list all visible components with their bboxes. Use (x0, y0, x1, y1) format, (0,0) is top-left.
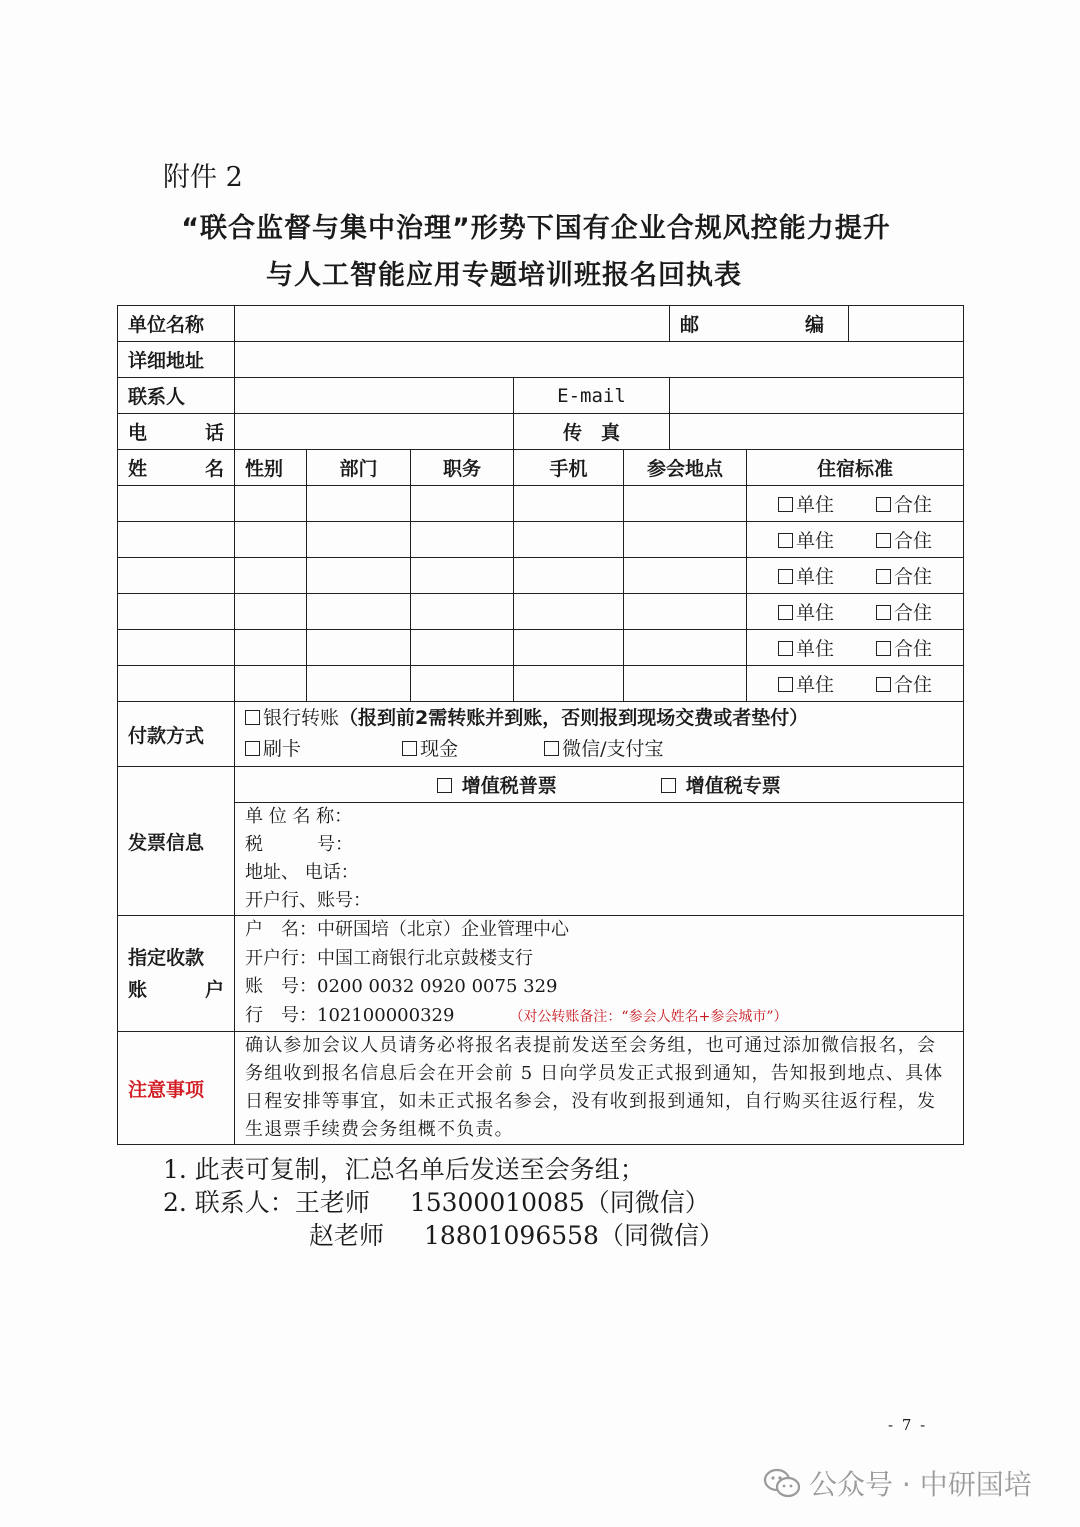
phone-label-a: 电 (128, 422, 148, 444)
special-invoice-label: 增值税专票 (685, 775, 781, 797)
single-room-option[interactable] (778, 634, 834, 661)
fax-label: 传 真 (514, 414, 670, 450)
single-room-label: 单住 (795, 674, 834, 696)
attendee-name-cell[interactable] (118, 522, 235, 558)
attendee-location-cell[interactable] (624, 666, 747, 702)
checkbox-icon[interactable] (876, 677, 891, 692)
attendee-location-cell[interactable] (624, 594, 747, 630)
invoice-address-phone: 地址、 电话： (245, 862, 359, 883)
invoice-type-row (118, 767, 964, 803)
contact-label: 联系人 (118, 378, 235, 414)
checkbox-icon[interactable] (437, 778, 452, 793)
phone-label (118, 414, 235, 450)
header-lodging: 住宿标准 (747, 450, 964, 486)
checkbox-icon[interactable] (245, 710, 260, 725)
page-number: - 7 - (888, 1416, 928, 1434)
shared-room-label: 合住 (893, 494, 932, 516)
checkbox-icon[interactable] (876, 497, 891, 512)
phone-field[interactable] (235, 414, 514, 450)
invoice-fields-row (118, 803, 964, 916)
header-position: 职务 (411, 450, 514, 486)
notice-text: 确认参加会议人员请务必将报名表提前发送至会务组，也可通过添加微信报名，会务组收到报名信息后会在开会前 5 日向学员发正式报到通知，告知报到地点、具体日程安排等事宜，如未正式报名参会，没有收到报到通知，自行购买往返行程，发生退票手续费会务组概不负责。 (235, 1032, 964, 1145)
attendee-mobile-cell[interactable] (514, 558, 624, 594)
row-contact (118, 378, 964, 414)
attendee-mobile-cell[interactable] (514, 630, 624, 666)
postcode-label-b: 编 (804, 314, 824, 336)
invoice-unit-name: 单 位 名 称： (245, 806, 353, 827)
attendee-gender-cell[interactable] (235, 558, 307, 594)
shared-room-option[interactable] (876, 490, 932, 517)
contact-teacher-2: 赵老师 (309, 1221, 385, 1250)
attendee-position-cell[interactable] (411, 522, 514, 558)
footer-notes (163, 1153, 724, 1252)
contact-field[interactable] (235, 378, 514, 414)
attendee-row (118, 558, 964, 594)
payment-options (235, 702, 964, 767)
watermark-text: 公众号 · 中研国培 (809, 1468, 1032, 1501)
bank-transfer-label: 银行转账 (263, 707, 340, 729)
receiving-account-row (118, 916, 964, 1032)
shared-room-option[interactable] (876, 634, 932, 661)
notice-row (118, 1032, 964, 1145)
payment-label: 付款方式 (118, 702, 235, 767)
single-room-label: 单住 (795, 602, 834, 624)
checkbox-icon[interactable] (778, 605, 793, 620)
attendee-position-cell[interactable] (411, 558, 514, 594)
attendee-location-cell[interactable] (624, 630, 747, 666)
checkbox-icon[interactable] (876, 569, 891, 584)
checkbox-icon[interactable] (778, 569, 793, 584)
shared-room-label: 合住 (893, 602, 932, 624)
header-name-a: 姓 (128, 458, 148, 480)
form-title-line1: “联合监督与集中治理”形势下国有企业合规风控能力提升 (181, 213, 891, 244)
checkbox-icon[interactable] (778, 677, 793, 692)
attendee-gender-cell[interactable] (235, 594, 307, 630)
contact-phone-2: 18801096558（同微信） (424, 1221, 724, 1250)
attendee-mobile-cell[interactable] (514, 666, 624, 702)
attendee-department-cell[interactable] (307, 558, 411, 594)
invoice-fields[interactable] (235, 803, 964, 916)
attendee-gender-cell[interactable] (235, 630, 307, 666)
cash-label: 现金 (420, 738, 459, 760)
unit-name-field[interactable] (235, 306, 670, 342)
notice-label: 注意事项 (118, 1032, 235, 1145)
row-phone (118, 414, 964, 450)
attendee-name-cell[interactable] (118, 594, 235, 630)
row-unit-name (118, 306, 964, 342)
receiving-account-details (235, 916, 964, 1032)
lodging-cell (747, 486, 964, 522)
shared-room-label: 合住 (893, 566, 932, 588)
special-invoice-option[interactable] (661, 771, 781, 798)
header-name-b: 名 (204, 458, 224, 480)
attendee-location-cell[interactable] (624, 486, 747, 522)
single-room-option[interactable] (778, 562, 834, 589)
header-department: 部门 (307, 450, 411, 486)
attendee-position-cell[interactable] (411, 594, 514, 630)
lodging-cell (747, 522, 964, 558)
general-invoice-option[interactable] (437, 771, 557, 798)
attachment-label: 附件 2 (163, 162, 243, 193)
unit-name-label: 单位名称 (118, 306, 235, 342)
shared-room-option[interactable] (876, 670, 932, 697)
receiving-account-label-b2: 户 (204, 978, 224, 1001)
contact-teacher-1: 王老师 (294, 1188, 370, 1217)
account-bank-code: 行 号：102100000329 (245, 1004, 455, 1026)
card-label: 刷卡 (263, 738, 302, 760)
attendee-location-cell[interactable] (624, 522, 747, 558)
transfer-memo: （对公转账备注：“参会人姓名+参会城市”） (509, 1008, 788, 1025)
bank-transfer-note: （报到前2需转账并到账，否则报到现场交费或者垫付） (339, 707, 809, 729)
payment-row (118, 702, 964, 767)
attendee-gender-cell[interactable] (235, 666, 307, 702)
account-bank: 开户行：中国工商银行北京鼓楼支行 (245, 947, 533, 969)
postcode-field[interactable] (849, 306, 964, 342)
attendee-department-cell[interactable] (307, 486, 411, 522)
single-room-label: 单住 (795, 638, 834, 660)
attendee-row (118, 522, 964, 558)
postcode-label-a: 邮 (680, 314, 700, 336)
lodging-cell (747, 666, 964, 702)
attendee-mobile-cell[interactable] (514, 486, 624, 522)
single-room-option[interactable] (778, 490, 834, 517)
attendee-position-cell[interactable] (411, 666, 514, 702)
attendee-name-cell[interactable] (118, 486, 235, 522)
attendee-gender-cell[interactable] (235, 522, 307, 558)
checkbox-icon[interactable] (778, 497, 793, 512)
attendee-department-cell[interactable] (307, 522, 411, 558)
postcode-label (670, 306, 849, 342)
attendee-row (118, 486, 964, 522)
attendee-department-cell[interactable] (307, 594, 411, 630)
attendee-mobile-cell[interactable] (514, 594, 624, 630)
checkbox-icon[interactable] (876, 533, 891, 548)
card-option[interactable] (245, 738, 301, 760)
wechat-icon (763, 1467, 801, 1499)
mobile-pay-label: 微信/支付宝 (562, 738, 664, 760)
checkbox-icon[interactable] (661, 778, 676, 793)
lodging-cell (747, 630, 964, 666)
address-field[interactable] (235, 342, 964, 378)
invoice-tax-no: 税 号： (245, 834, 353, 855)
invoice-label: 发票信息 (118, 767, 235, 916)
attendee-position-cell[interactable] (411, 630, 514, 666)
phone-label-b: 话 (204, 422, 224, 444)
checkbox-icon[interactable] (778, 533, 793, 548)
footer-line1: 1. 此表可复制，汇总名单后发送至会务组； (163, 1155, 645, 1184)
attendee-name-cell[interactable] (118, 630, 235, 666)
receiving-account-label-a: 指定收款 (128, 946, 205, 969)
shared-room-label: 合住 (893, 638, 932, 660)
invoice-type-options (235, 767, 964, 803)
checkbox-icon[interactable] (778, 641, 793, 656)
attendee-row (118, 594, 964, 630)
receiving-account-label-b1: 账 (128, 978, 148, 1001)
attendee-header-row (118, 450, 964, 486)
registration-form-table (117, 305, 964, 1145)
header-name (118, 450, 235, 486)
footer-contact-prefix: 2. 联系人： (163, 1188, 295, 1217)
attendee-row (118, 666, 964, 702)
attendee-name-cell[interactable] (118, 558, 235, 594)
lodging-cell (747, 594, 964, 630)
account-number: 账 号：0200 0032 0920 0075 329 (245, 976, 558, 997)
email-label: E-mail (514, 378, 670, 414)
header-location: 参会地点 (624, 450, 747, 486)
single-room-option[interactable] (778, 598, 834, 625)
single-room-label: 单住 (795, 530, 834, 552)
cash-option[interactable] (402, 738, 458, 760)
checkbox-icon[interactable] (402, 741, 417, 756)
shared-room-option[interactable] (876, 562, 932, 589)
contact-phone-1: 15300010085（同微信） (409, 1188, 710, 1217)
shared-room-label: 合住 (893, 530, 932, 552)
shared-room-label: 合住 (893, 674, 932, 696)
mobile-pay-option[interactable] (544, 738, 663, 760)
attendee-name-cell[interactable] (118, 666, 235, 702)
invoice-bank-account: 开户行、账号： (245, 890, 371, 911)
attendee-mobile-cell[interactable] (514, 522, 624, 558)
attendee-department-cell[interactable] (307, 666, 411, 702)
shared-room-option[interactable] (876, 526, 932, 553)
attendee-gender-cell[interactable] (235, 486, 307, 522)
lodging-cell (747, 558, 964, 594)
watermark (763, 1463, 1032, 1503)
checkbox-icon[interactable] (876, 641, 891, 656)
single-room-label: 单住 (795, 566, 834, 588)
attendee-department-cell[interactable] (307, 630, 411, 666)
shared-room-option[interactable] (876, 598, 932, 625)
header-gender: 性别 (235, 450, 307, 486)
email-field[interactable] (670, 378, 964, 414)
receiving-account-label (118, 916, 235, 1032)
row-address (118, 342, 964, 378)
attendee-location-cell[interactable] (624, 558, 747, 594)
single-room-label: 单住 (795, 494, 834, 516)
account-holder: 户 名：中研国培（北京）企业管理中心 (245, 919, 569, 940)
attendee-row (118, 630, 964, 666)
attendee-position-cell[interactable] (411, 486, 514, 522)
bank-transfer-option[interactable] (245, 707, 339, 729)
general-invoice-label: 增值税普票 (461, 775, 557, 797)
address-label: 详细地址 (118, 342, 235, 378)
checkbox-icon[interactable] (544, 741, 559, 756)
single-room-option[interactable] (778, 526, 834, 553)
checkbox-icon[interactable] (876, 605, 891, 620)
single-room-option[interactable] (778, 670, 834, 697)
checkbox-icon[interactable] (245, 741, 260, 756)
form-title-line2: 与人工智能应用专题培训班报名回执表 (266, 260, 742, 291)
fax-field[interactable] (670, 414, 964, 450)
header-mobile: 手机 (514, 450, 624, 486)
